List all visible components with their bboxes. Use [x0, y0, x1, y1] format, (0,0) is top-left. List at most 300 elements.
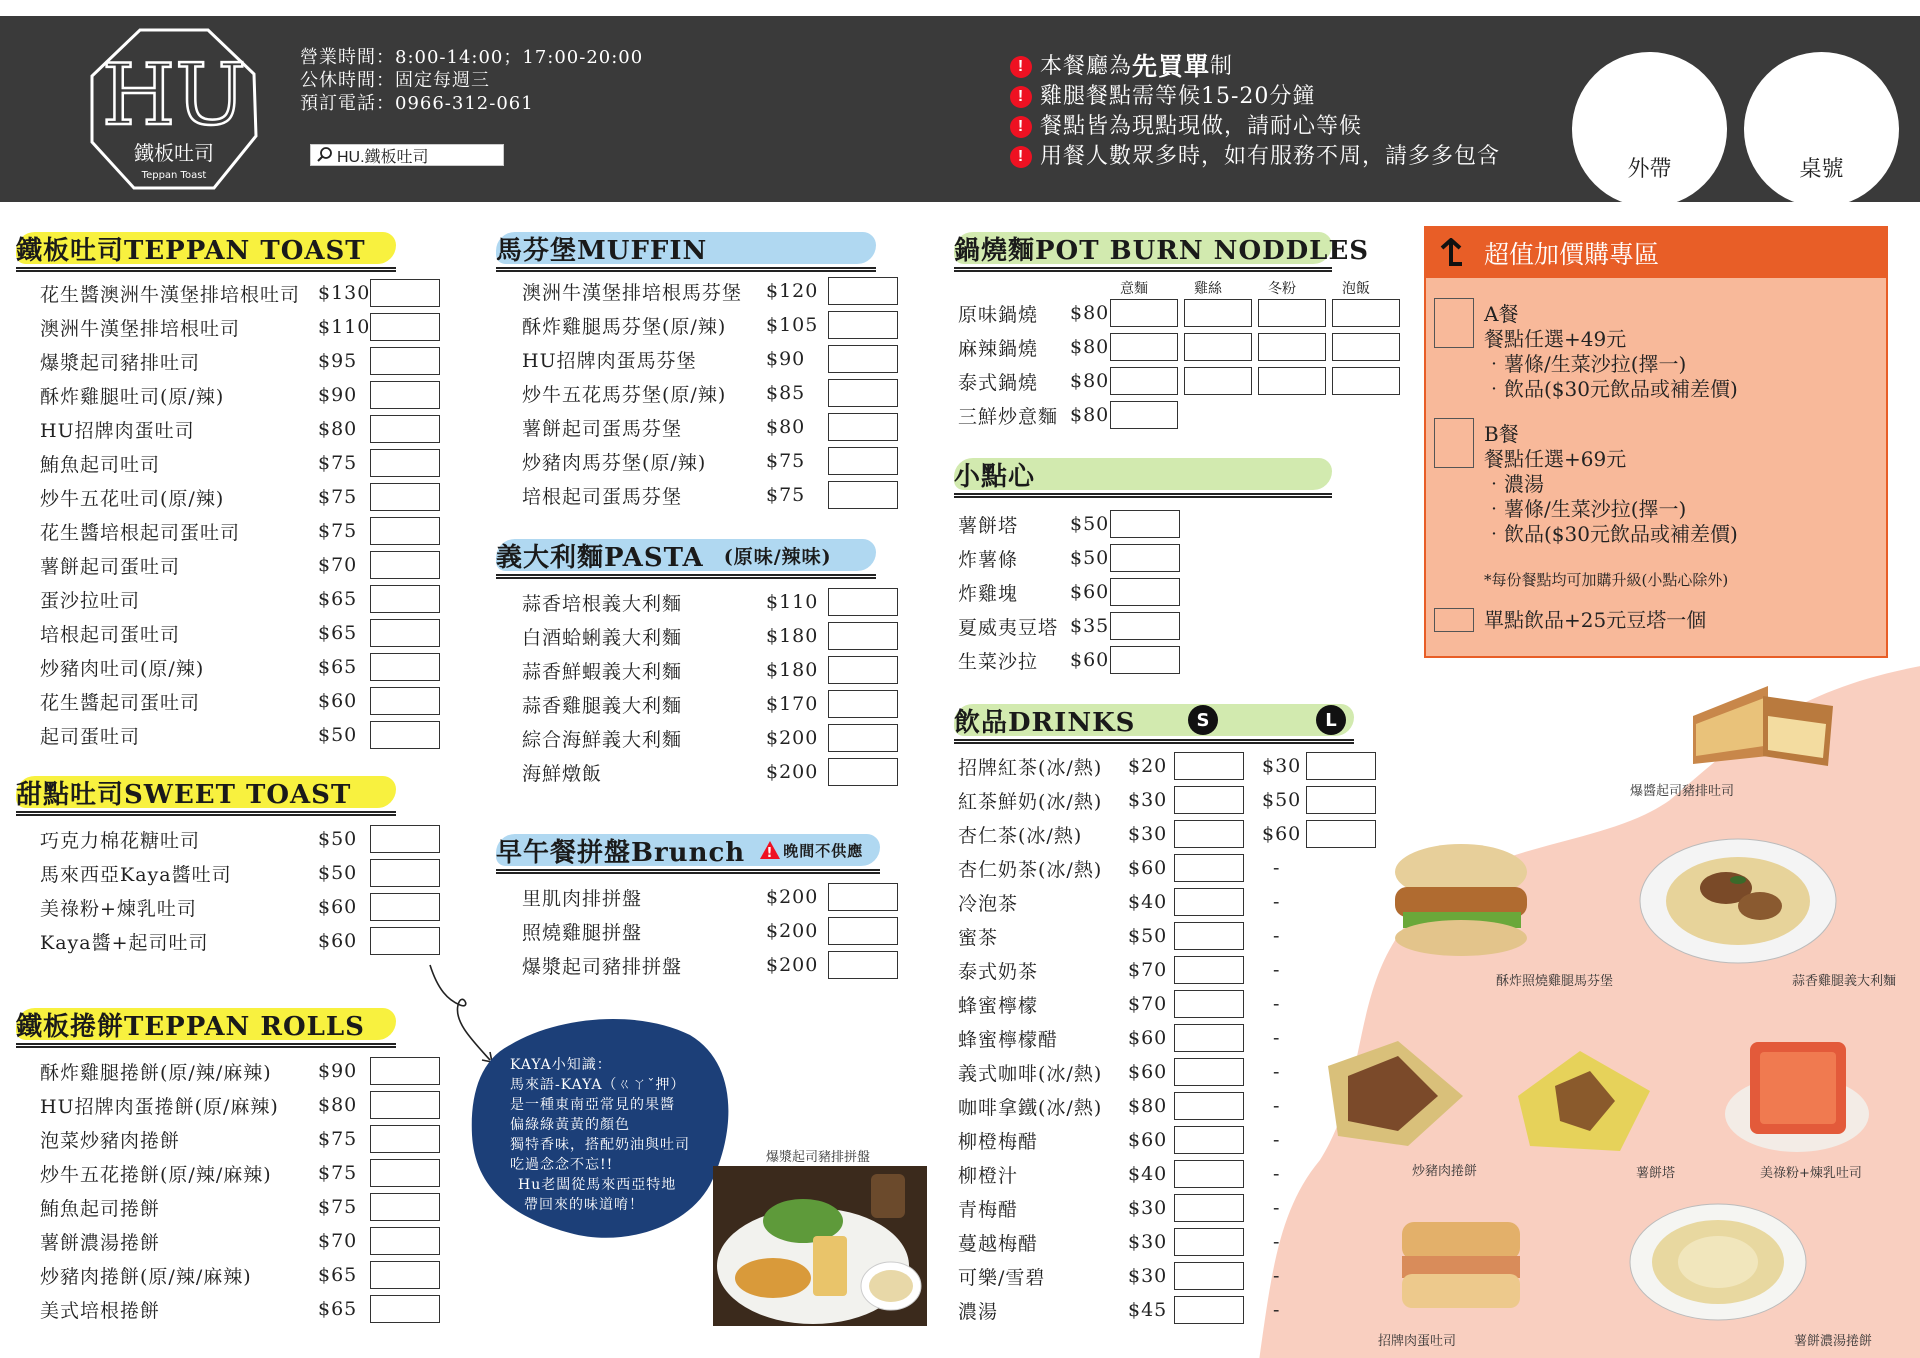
section-pasta — [496, 535, 876, 575]
item-name: 冷泡茶 — [958, 892, 1019, 915]
item-name: 炸雞塊 — [958, 582, 1019, 605]
no-large-size: - — [1273, 857, 1281, 879]
closed-days: 公休時間：固定每週三 — [300, 70, 490, 91]
quantity-box[interactable] — [370, 313, 440, 341]
quantity-box[interactable] — [1332, 333, 1400, 361]
addon-panel — [1424, 226, 1888, 658]
section-muffin — [496, 228, 876, 268]
menu-item — [522, 619, 902, 653]
quantity-box[interactable] — [1184, 299, 1252, 327]
item-name: 炒牛五花捲餅(原/辣/麻辣) — [40, 1163, 272, 1186]
quantity-box[interactable] — [828, 883, 898, 911]
quantity-box[interactable] — [1258, 367, 1326, 395]
item-price: $180 — [766, 625, 819, 647]
section-underline — [16, 1043, 396, 1048]
section-title: 馬芬堡MUFFIN — [496, 235, 708, 266]
item-price: $60 — [318, 930, 358, 952]
item-name: 蒜香雞腿義大利麵 — [522, 694, 683, 717]
item-price: $80 — [1070, 404, 1110, 426]
photo-caption: 爆醬起司豬排吐司 — [1630, 784, 1735, 799]
item-name: 海鮮燉飯 — [522, 762, 603, 785]
item-price: $65 — [318, 622, 358, 644]
menu-item — [40, 1088, 440, 1122]
quantity-box[interactable] — [1110, 333, 1178, 361]
combo-b: B餐 餐點任選+69元 ‧濃湯 ‧薯條/生菜沙拉(擇一) ‧飲品($30元飲品或補差價) — [1484, 422, 1738, 546]
quantity-box-large[interactable] — [1306, 786, 1376, 814]
item-price: $80 — [766, 416, 806, 438]
noodle-type-header: 意麵 — [1120, 281, 1148, 297]
item-price: $75 — [318, 452, 358, 474]
item-price: $90 — [318, 1060, 358, 1082]
item-price: $75 — [766, 450, 806, 472]
quantity-box[interactable] — [370, 551, 440, 579]
item-name: 濃湯 — [958, 1300, 999, 1323]
menu-item — [40, 890, 440, 924]
item-price: $80 — [318, 1094, 358, 1116]
menu-item — [40, 582, 440, 616]
section-subtitle: (原味/辣味) — [723, 545, 832, 568]
quantity-box[interactable] — [1110, 612, 1180, 640]
pasta-photo — [1638, 836, 1838, 966]
item-name: 泡菜炒豬肉捲餅 — [40, 1129, 181, 1152]
item-price: $30 — [1128, 823, 1168, 845]
quantity-box[interactable] — [370, 1125, 440, 1153]
item-price: $70 — [1128, 959, 1168, 981]
section-underline — [954, 493, 1332, 498]
section-title: 飲品DRINKS — [954, 707, 1136, 738]
menu-item — [958, 987, 1398, 1021]
muffin-photo — [1385, 842, 1537, 962]
no-large-size: - — [1273, 1197, 1281, 1219]
quantity-box[interactable] — [370, 1261, 440, 1289]
item-name: 花生醬起司蛋吐司 — [40, 691, 201, 714]
menu-item — [40, 276, 440, 310]
menu-item — [958, 783, 1398, 817]
item-price: $30 — [1128, 789, 1168, 811]
item-name: 爆漿起司豬排拼盤 — [522, 955, 683, 978]
item-price: $50 — [318, 828, 358, 850]
item-price-large: $50 — [1262, 789, 1302, 811]
quantity-box[interactable] — [1258, 333, 1326, 361]
item-name: 薯餅塔 — [958, 514, 1019, 537]
item-name: 原味鍋燒 — [958, 303, 1039, 326]
quantity-box[interactable] — [1332, 299, 1400, 327]
section-underline — [954, 267, 1332, 272]
menu-item — [958, 1225, 1398, 1259]
quantity-box[interactable] — [828, 656, 898, 684]
quantity-box[interactable] — [1110, 401, 1178, 429]
item-price: $40 — [1128, 1163, 1168, 1185]
quantity-box[interactable] — [1174, 1228, 1244, 1256]
menu-item — [40, 616, 440, 650]
item-price: $105 — [766, 314, 819, 336]
item-name: 杏仁奶茶(冰/熱) — [958, 858, 1103, 881]
item-name: 炒豬肉捲餅(原/辣/麻辣) — [40, 1265, 252, 1288]
section-title: 早午餐拼盤Brunch ! 晚間不供應 — [496, 837, 864, 868]
quantity-box[interactable] — [1174, 820, 1244, 848]
photo-caption: 爆漿起司豬排拼盤 — [766, 1150, 871, 1165]
store-info — [300, 46, 643, 115]
quantity-box[interactable] — [370, 859, 440, 887]
logo-name: 鐵板吐司 — [134, 141, 214, 165]
menu-item — [522, 376, 902, 410]
takeout-circle[interactable] — [1572, 52, 1727, 207]
menu-item — [958, 851, 1398, 885]
no-large-size: - — [1273, 1265, 1281, 1287]
quantity-box[interactable] — [370, 585, 440, 613]
item-price-large: $30 — [1262, 755, 1302, 777]
quantity-box[interactable] — [370, 517, 440, 545]
item-name: 澳洲牛漢堡排培根吐司 — [40, 317, 241, 340]
item-price: $65 — [318, 656, 358, 678]
quantity-box[interactable] — [828, 413, 898, 441]
item-name: 柳橙汁 — [958, 1164, 1019, 1187]
quantity-box[interactable] — [828, 622, 898, 650]
menu-item — [40, 1122, 440, 1156]
quantity-box[interactable] — [1110, 510, 1180, 538]
section-title: 鐵板捲餅TEPPAN ROLLS — [16, 1011, 365, 1042]
noodle-type-header: 雞絲 — [1194, 281, 1222, 297]
quantity-box[interactable] — [370, 721, 440, 749]
item-price: $50 — [1070, 513, 1110, 535]
quantity-box[interactable] — [370, 1295, 440, 1323]
item-price: $75 — [766, 484, 806, 506]
item-price: $60 — [1128, 1129, 1168, 1151]
menu-item — [522, 721, 902, 755]
menu-item — [40, 1190, 440, 1224]
item-name: 蒜香鮮蝦義大利麵 — [522, 660, 683, 683]
menu-item — [958, 1157, 1398, 1191]
item-price: $85 — [766, 382, 806, 404]
item-name: 培根起司蛋馬芬堡 — [522, 485, 683, 508]
quantity-box[interactable] — [370, 347, 440, 375]
section-title: 鐵板吐司TEPPAN TOAST — [16, 235, 366, 266]
section-teppan-rolls — [16, 1004, 396, 1044]
quantity-box[interactable] — [1258, 299, 1326, 327]
menu-item — [40, 514, 440, 548]
menu-item — [958, 643, 1238, 677]
menu-item — [40, 924, 440, 958]
menu-item — [40, 1156, 440, 1190]
item-name: 酥炸雞腿吐司(原/辣) — [40, 385, 225, 408]
business-hours: 營業時間：8:00-14:00；17:00-20:00 — [300, 47, 644, 68]
section-underline — [954, 739, 1354, 744]
item-price: $130 — [318, 282, 371, 304]
item-name: 蛋沙拉吐司 — [40, 589, 141, 612]
quantity-box[interactable] — [1174, 1160, 1244, 1188]
quantity-box[interactable] — [370, 1227, 440, 1255]
quantity-box[interactable] — [828, 345, 898, 373]
quantity-box[interactable] — [828, 917, 898, 945]
quantity-box-large[interactable] — [1306, 820, 1376, 848]
item-name: 炒牛五花吐司(原/辣) — [40, 487, 225, 510]
item-name: 泰式鍋燒 — [958, 371, 1039, 394]
item-price: $50 — [318, 724, 358, 746]
menu-item — [958, 330, 1398, 364]
quantity-box[interactable] — [370, 415, 440, 443]
header-bar — [0, 16, 1920, 202]
quantity-box[interactable] — [1174, 888, 1244, 916]
quantity-box[interactable] — [828, 447, 898, 475]
notice-item: ! 餐點皆為現點現做，請耐心等候 — [1010, 112, 1500, 142]
item-name: 綜合海鮮義大利麵 — [522, 728, 683, 751]
checkbox-a[interactable] — [1434, 298, 1474, 348]
notice-item: ! 雞腿餐點需等候15-20分鐘 — [1010, 82, 1500, 112]
item-price-large: $60 — [1262, 823, 1302, 845]
menu-item — [40, 650, 440, 684]
pork-roll-photo — [1318, 1036, 1468, 1151]
egg-toast-photo — [1394, 1212, 1528, 1318]
item-name: 炸薯條 — [958, 548, 1019, 571]
menu-item — [40, 684, 440, 718]
quantity-box[interactable] — [828, 311, 898, 339]
item-name: 蜂蜜檸檬 — [958, 994, 1039, 1017]
item-name: 咖啡拿鐵(冰/熱) — [958, 1096, 1103, 1119]
quantity-box[interactable] — [1174, 1126, 1244, 1154]
quantity-box[interactable] — [1174, 1092, 1244, 1120]
item-price: $120 — [766, 280, 819, 302]
table-number-circle[interactable] — [1744, 52, 1899, 207]
menu-item — [958, 919, 1398, 953]
menu-item — [40, 1224, 440, 1258]
quantity-box[interactable] — [370, 279, 440, 307]
quantity-box[interactable] — [1174, 1058, 1244, 1086]
quantity-box[interactable] — [1184, 367, 1252, 395]
quantity-box[interactable] — [1174, 752, 1244, 780]
quantity-box[interactable] — [1174, 854, 1244, 882]
item-name: 杏仁茶(冰/熱) — [958, 824, 1083, 847]
item-price: $75 — [318, 1196, 358, 1218]
alert-icon: ! — [1010, 116, 1032, 138]
quantity-box[interactable] — [828, 481, 898, 509]
quantity-box[interactable] — [370, 927, 440, 955]
quantity-box[interactable] — [370, 449, 440, 477]
item-name: 起司蛋吐司 — [40, 725, 141, 748]
quantity-box[interactable] — [1174, 922, 1244, 950]
quantity-box[interactable] — [370, 653, 440, 681]
menu-item — [40, 1292, 440, 1326]
item-price: $70 — [1128, 993, 1168, 1015]
menu-item — [522, 880, 902, 914]
no-large-size: - — [1273, 1027, 1281, 1049]
quantity-box[interactable] — [1174, 1296, 1244, 1324]
item-price: $80 — [1070, 336, 1110, 358]
item-price: $90 — [318, 384, 358, 406]
quantity-box[interactable] — [1110, 367, 1178, 395]
hashbrown-roll-photo — [1510, 1046, 1660, 1156]
quantity-box[interactable] — [370, 1091, 440, 1119]
section-title: 甜點吐司SWEET TOAST — [16, 779, 352, 810]
item-name: 義式咖啡(冰/熱) — [958, 1062, 1103, 1085]
menu-item — [958, 749, 1398, 783]
section-underline — [16, 267, 396, 272]
item-price: $75 — [318, 1162, 358, 1184]
item-price: $75 — [318, 1128, 358, 1150]
quantity-box[interactable] — [1174, 1194, 1244, 1222]
quantity-box[interactable] — [1174, 956, 1244, 984]
menu-item — [40, 446, 440, 480]
quantity-box[interactable] — [370, 381, 440, 409]
item-price: $50 — [1070, 547, 1110, 569]
menu-item — [958, 609, 1238, 643]
checkbox-b[interactable] — [1434, 418, 1474, 468]
noodle-type-header: 泡飯 — [1342, 281, 1370, 297]
item-name: HU招牌肉蛋吐司 — [40, 419, 195, 442]
item-price: $200 — [766, 954, 819, 976]
quantity-box[interactable] — [828, 758, 898, 786]
menu-item — [40, 378, 440, 412]
quantity-box[interactable] — [370, 619, 440, 647]
alert-icon: ! — [1010, 146, 1032, 168]
item-name: 花生醬澳洲牛漢堡排培根吐司 — [40, 283, 301, 306]
item-price: $200 — [766, 727, 819, 749]
item-name: 白酒蛤蜊義大利麵 — [522, 626, 683, 649]
no-large-size: - — [1273, 959, 1281, 981]
item-name: 夏威夷豆塔 — [958, 616, 1059, 639]
menu-item — [522, 585, 902, 619]
quantity-box[interactable] — [370, 825, 440, 853]
item-name: 蜜茶 — [958, 926, 999, 949]
photo-caption: 薯餅塔 — [1636, 1166, 1676, 1181]
item-name: 柳橙梅醋 — [958, 1130, 1039, 1153]
noodle-type-header: 冬粉 — [1268, 281, 1296, 297]
menu-item — [958, 817, 1398, 851]
quantity-box[interactable] — [1110, 646, 1180, 674]
quantity-box[interactable] — [1110, 544, 1180, 572]
quantity-box[interactable] — [370, 1159, 440, 1187]
section-title: 小點心 — [954, 461, 1036, 492]
quantity-box[interactable] — [1332, 367, 1400, 395]
kaya-text: KAYA小知識： 馬來語-KAYA（ㄍㄚˇ押） 是一種東南亞常見的果醬 偏綠綠黃黃的顏色 獨特香味，搭配奶油與吐司 吃過念念不忘!! Hu老闆從馬來西亞特地 帶回來的味道唷！ — [510, 1057, 690, 1213]
no-large-size: - — [1273, 1095, 1281, 1117]
item-name: 蔓越梅醋 — [958, 1232, 1039, 1255]
quantity-box[interactable] — [828, 379, 898, 407]
item-name: 巧克力棉花糖吐司 — [40, 829, 201, 852]
item-name: 蒜香培根義大利麵 — [522, 592, 683, 615]
menu-item — [522, 308, 902, 342]
quantity-box[interactable] — [370, 687, 440, 715]
item-price: $200 — [766, 920, 819, 942]
item-name: 鮪魚起司吐司 — [40, 453, 161, 476]
menu-item — [958, 1293, 1398, 1327]
menu-item — [522, 410, 902, 444]
item-name: 薯餅起司蛋馬芬堡 — [522, 417, 683, 440]
item-name: Kaya醬+起司吐司 — [40, 931, 209, 954]
soup-roll-photo — [1628, 1200, 1808, 1322]
item-name: 酥炸雞腿馬芬堡(原/辣) — [522, 315, 727, 338]
quantity-box[interactable] — [370, 483, 440, 511]
item-price: $65 — [318, 1264, 358, 1286]
checkbox-drink[interactable] — [1434, 608, 1474, 632]
menu-item — [958, 1191, 1398, 1225]
item-price: $60 — [1070, 581, 1110, 603]
quantity-box[interactable] — [828, 951, 898, 979]
arrow-up-icon — [1438, 238, 1464, 268]
quantity-box-large[interactable] — [1306, 752, 1376, 780]
quantity-box[interactable] — [828, 588, 898, 616]
no-large-size: - — [1273, 925, 1281, 947]
no-large-size: - — [1273, 1299, 1281, 1321]
item-price: $60 — [1128, 1061, 1168, 1083]
item-price: $60 — [1128, 1027, 1168, 1049]
size-large-badge: L — [1316, 705, 1346, 735]
item-name: 鮪魚起司捲餅 — [40, 1197, 161, 1220]
section-underline — [496, 574, 876, 579]
item-name: 炒牛五花馬芬堡(原/辣) — [522, 383, 727, 406]
logo-subtitle: Teppan Toast — [141, 170, 207, 181]
quantity-box[interactable] — [828, 277, 898, 305]
item-price: $50 — [318, 862, 358, 884]
item-price: $60 — [1070, 649, 1110, 671]
toast-photo — [1688, 676, 1838, 771]
item-price: $20 — [1128, 755, 1168, 777]
item-name: 青梅醋 — [958, 1198, 1019, 1221]
item-name: HU招牌肉蛋捲餅(原/麻辣) — [40, 1095, 279, 1118]
item-name: 美祿粉+煉乳吐司 — [40, 897, 197, 920]
item-price: $110 — [766, 591, 819, 613]
addon-title: 超值加價購專區 — [1484, 240, 1660, 269]
menu-item — [40, 718, 440, 752]
combo-a: A餐 餐點任選+49元 ‧薯條/生菜沙拉(擇一) ‧飲品($30元飲品或補差價) — [1484, 302, 1738, 401]
quantity-box[interactable] — [1184, 333, 1252, 361]
item-name: 麻辣鍋燒 — [958, 337, 1039, 360]
svg-text:!: ! — [766, 846, 774, 860]
section-underline — [496, 267, 876, 272]
notice-item: ! 用餐人數眾多時，如有服務不周，請多多包含 — [1010, 142, 1500, 172]
item-price: $200 — [766, 886, 819, 908]
menu-item — [40, 310, 440, 344]
menu-item — [958, 885, 1398, 919]
drink-addon: 單點飲品+25元豆塔一個 — [1484, 608, 1707, 632]
quantity-box[interactable] — [1174, 1024, 1244, 1052]
search-icon — [315, 146, 337, 164]
menu-item — [40, 480, 440, 514]
quantity-box[interactable] — [370, 1193, 440, 1221]
table-number-label: 桌號 — [1799, 157, 1844, 182]
quantity-box[interactable] — [1110, 578, 1180, 606]
item-price: $90 — [766, 348, 806, 370]
menu-item — [522, 478, 902, 512]
quantity-box[interactable] — [1174, 786, 1244, 814]
quantity-box[interactable] — [1110, 299, 1178, 327]
section-noodles — [954, 228, 1370, 268]
menu-item — [522, 342, 902, 376]
item-price: $170 — [766, 693, 819, 715]
quantity-box[interactable] — [828, 690, 898, 718]
item-price: $180 — [766, 659, 819, 681]
no-large-size: - — [1273, 1061, 1281, 1083]
item-price: $30 — [1128, 1197, 1168, 1219]
item-name: HU招牌肉蛋馬芬堡 — [522, 349, 697, 372]
item-name: 蜂蜜檸檬醋 — [958, 1028, 1059, 1051]
takeout-label: 外帶 — [1627, 157, 1672, 182]
hu-logo — [88, 26, 260, 194]
quantity-box[interactable] — [1174, 1262, 1244, 1290]
item-name: 薯餅濃湯捲餅 — [40, 1231, 161, 1254]
item-price: $70 — [318, 1230, 358, 1252]
menu-item — [40, 344, 440, 378]
menu-item — [40, 412, 440, 446]
brunch-platter-photo — [713, 1166, 927, 1326]
quantity-box[interactable] — [828, 724, 898, 752]
item-name: 可樂/雪碧 — [958, 1266, 1046, 1289]
quantity-box[interactable] — [370, 893, 440, 921]
quantity-box[interactable] — [1174, 990, 1244, 1018]
menu-item — [958, 296, 1398, 330]
menu-item — [40, 1054, 440, 1088]
item-name: 爆漿起司豬排吐司 — [40, 351, 201, 374]
warning-icon — [759, 840, 781, 860]
